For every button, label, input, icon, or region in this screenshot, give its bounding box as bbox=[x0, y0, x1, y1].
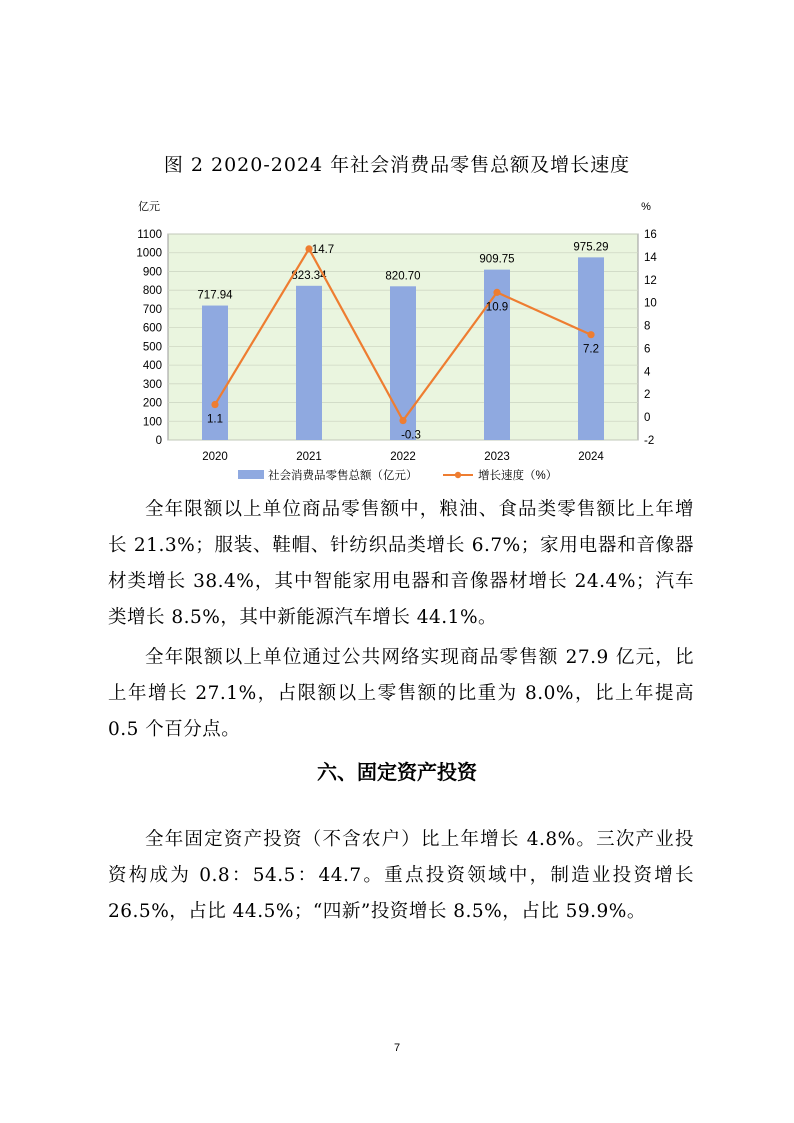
bar-value-label: 717.94 bbox=[197, 289, 233, 302]
x-axis-labels bbox=[202, 451, 604, 463]
right-axis-unit: % bbox=[641, 201, 651, 213]
growth-point-2024 bbox=[587, 331, 594, 338]
right-tick-label: 2 bbox=[644, 389, 651, 402]
bar-value-label: 975.29 bbox=[573, 241, 609, 254]
chart-title: 图 2 2020-2024 年社会消费品零售总额及增长速度 bbox=[163, 154, 631, 176]
left-tick-label: 1000 bbox=[136, 247, 162, 260]
growth-point-2023 bbox=[493, 289, 500, 296]
growth-value-label: 10.9 bbox=[485, 301, 509, 314]
growth-value-label: 14.7 bbox=[311, 243, 335, 256]
left-axis-unit: 亿元 bbox=[138, 201, 160, 213]
right-tick-label: 10 bbox=[644, 297, 657, 310]
growth-value-label: -0.3 bbox=[401, 429, 421, 442]
left-tick-label: 800 bbox=[142, 285, 162, 298]
left-tick-label: 700 bbox=[142, 303, 162, 316]
right-tick-label: 14 bbox=[644, 251, 657, 264]
x-tick-label: 2024 bbox=[578, 451, 604, 463]
bar-2021 bbox=[296, 286, 322, 440]
x-tick-label: 2020 bbox=[202, 451, 228, 463]
legend-bar-swatch bbox=[238, 470, 264, 479]
x-tick-label: 2022 bbox=[390, 451, 416, 463]
left-tick-label: 300 bbox=[142, 378, 162, 391]
bar-value-label: 823.34 bbox=[291, 269, 327, 282]
paragraph-retail-categories: 全年限额以上单位商品零售额中，粮油、食品类零售额比上年增长 21.3%；服装、鞋帽、针纺织品类增长 6.7%；家用电器和音像器材类增长 38.4%，其中智能家用电器和音像器材增长 24.4%；汽车类增长 8.5%，其中新能源汽车增长 44.1%。 bbox=[108, 499, 694, 628]
left-tick-label: 500 bbox=[142, 341, 162, 354]
right-tick-label: 8 bbox=[644, 320, 651, 333]
left-tick-label: 1100 bbox=[137, 229, 162, 241]
left-tick-label: 400 bbox=[142, 360, 162, 373]
right-tick-label: -2 bbox=[644, 435, 655, 447]
legend-line-marker bbox=[455, 472, 461, 478]
left-axis-ticks bbox=[136, 229, 162, 447]
x-tick-label: 2021 bbox=[296, 451, 322, 463]
bar-value-label: 820.70 bbox=[385, 270, 421, 283]
left-tick-label: 900 bbox=[142, 266, 162, 279]
left-tick-label: 100 bbox=[142, 416, 162, 429]
legend bbox=[238, 468, 557, 482]
growth-point-2020 bbox=[211, 401, 218, 408]
bar-line-chart bbox=[118, 196, 678, 486]
legend-line-label: 增长速度（%） bbox=[478, 470, 558, 482]
growth-value-label: 7.2 bbox=[583, 343, 599, 356]
right-axis-ticks bbox=[644, 229, 657, 447]
growth-point-2022 bbox=[399, 417, 406, 424]
right-tick-label: 4 bbox=[644, 366, 651, 379]
right-tick-label: 0 bbox=[644, 412, 651, 425]
paragraph-online-retail: 全年限额以上单位通过公共网络实现商品零售额 27.9 亿元，比上年增长 27.1%，占限额以上零售额的比重为 8.0%，比上年提高 0.5 个百分点。 bbox=[108, 647, 694, 740]
right-tick-label: 16 bbox=[644, 229, 657, 241]
right-tick-label: 12 bbox=[644, 274, 657, 287]
left-tick-label: 0 bbox=[155, 435, 162, 447]
section-heading: 六、固定资产投资 bbox=[317, 760, 477, 784]
left-tick-label: 600 bbox=[142, 322, 162, 335]
bar-value-label: 909.75 bbox=[479, 253, 515, 266]
paragraph-fixed-investment: 全年固定资产投资（不含农户）比上年增长 4.8%。三次产业投资构成为 0.8：54.5：44.7。重点投资领域中，制造业投资增长 26.5%，占比 44.5%；“四新”投资增长 8.5%，占比 59.9%。 bbox=[108, 829, 694, 922]
legend-bar-label: 社会消费品零售总额（亿元） bbox=[268, 470, 418, 482]
right-tick-label: 6 bbox=[644, 343, 651, 356]
page-number: 7 bbox=[393, 1042, 401, 1054]
growth-value-label: 1.1 bbox=[207, 413, 223, 426]
left-tick-label: 200 bbox=[142, 397, 162, 410]
x-tick-label: 2023 bbox=[484, 451, 510, 463]
